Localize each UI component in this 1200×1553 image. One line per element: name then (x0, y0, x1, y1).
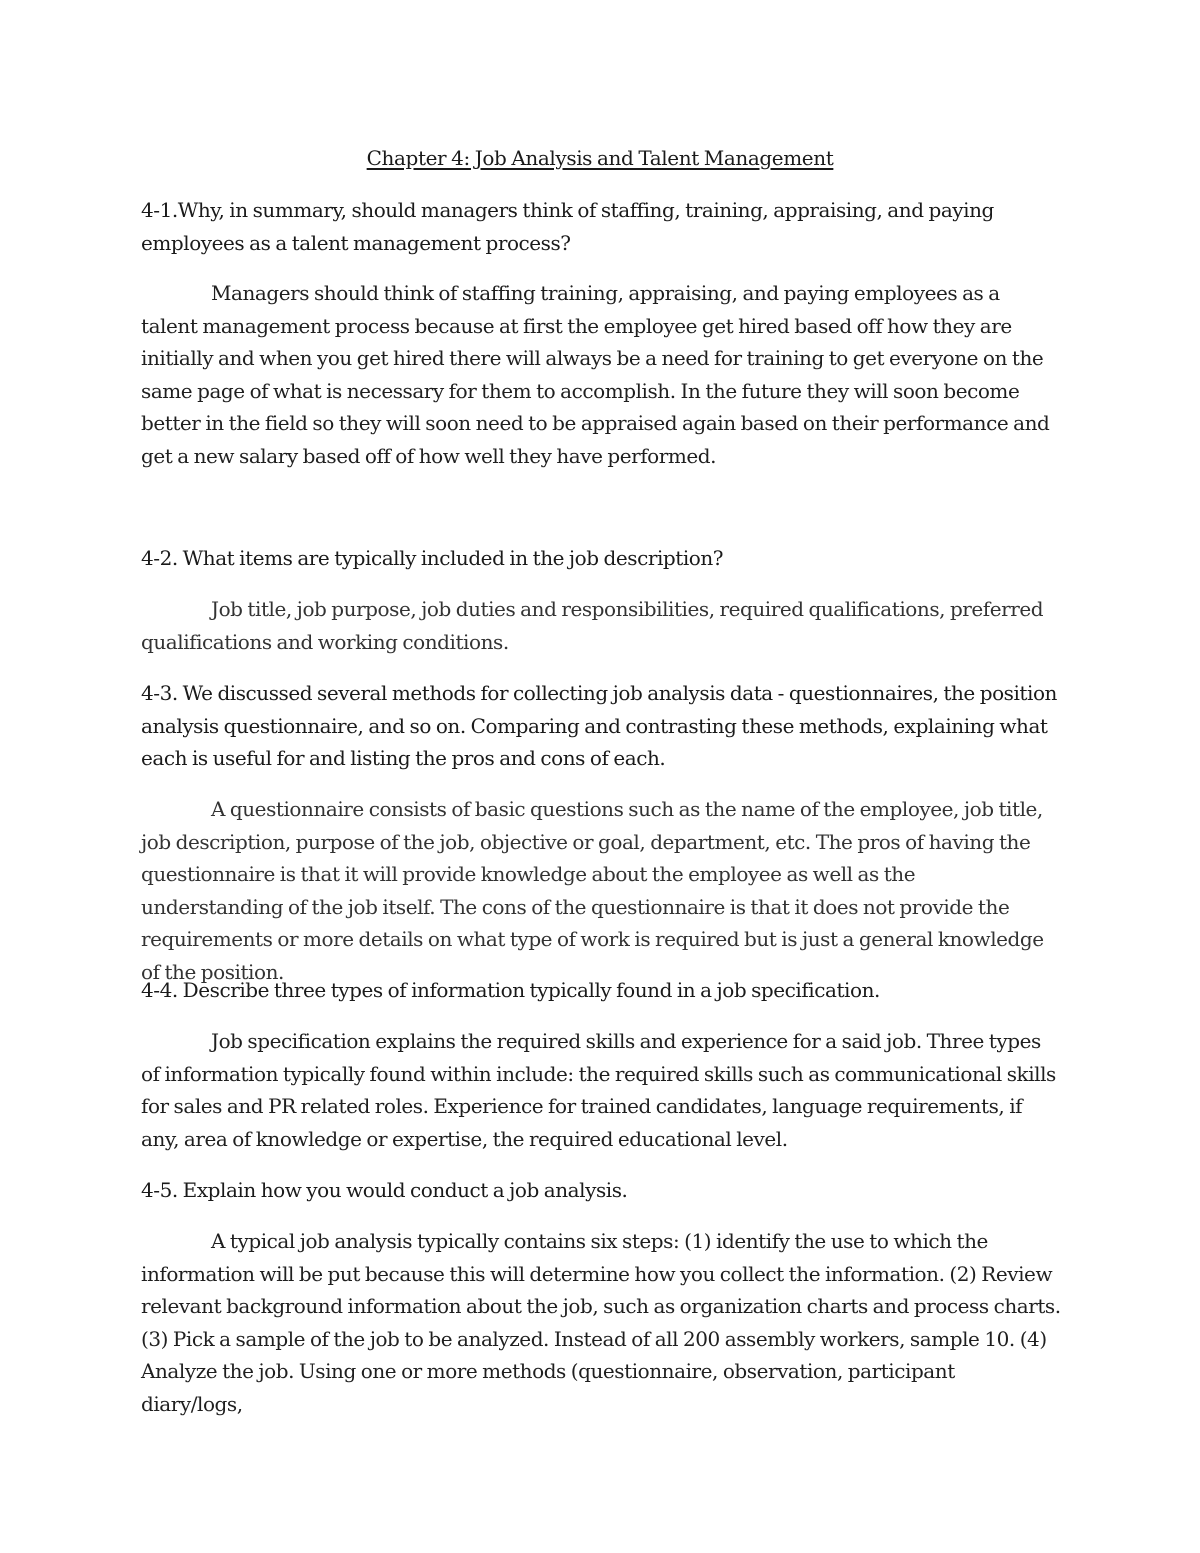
answer-4-2: Job title, job purpose, job duties and responsibilities, required qualifications, preferred qualifications and working conditions. (141, 597, 1044, 654)
question-4-3: 4-3. We discussed several methods for collecting job analysis data - questionnaires, the position analysis questionnaire, and so on. Comparing and contrasting these methods, explaining what each is useful for and listing the pros and cons of each. (141, 681, 1057, 770)
answer-4-5: A typical job analysis typically contains six steps: (1) identify the use to which the information will be put because this will determine how you collect the information. (2) Review relevant background information about the job, such as organization charts and process charts. (3) Pick a sample of the job to be analyzed. Instead of all 200 assembly workers, sample 10. (4) Analyze the job. Using one or more methods (questionnaire, observation, participant diary/logs, (141, 1229, 1061, 1416)
question-4-4: 4-4. Describe three types of information typically found in a job specification. (141, 978, 880, 1002)
answer-4-3: A questionnaire consists of basic questions such as the name of the employee, job title, job description, purpose of the job, objective or goal, department, etc. The pros of having the questionnaire is that it will provide knowledge about the employee as well as the understanding of the job itself. The cons of the questionnaire is that it does not provide the requirements or more details on what type of work is required but is just a general knowledge of the position. (141, 797, 1044, 984)
question-4-1: 4-1.Why, in summary, should managers think of staffing, training, appraising, and paying employees as a talent management process? (141, 198, 994, 255)
answer-4-4: Job specification explains the required skills and experience for a said job. Three types of information typically found within include: the required skills such as communicational skills for sales and PR related roles. Experience for trained candidates, language requirements, if any, area of knowledge or expertise, the required educational level. (141, 1029, 1056, 1151)
answer-4-1: Managers should think of staffing training, appraising, and paying employees as a talent management process because at first the employee get hired based off how they are initially and when you get hired there will always be a need for training to get everyone on the same page of what is necessary for them to accomplish. In the future they will soon become better in the field so they will soon need to be appraised again based on their performance and get a new salary based off of how well they have performed. (141, 281, 1050, 468)
question-4-2: 4-2. What items are typically included in the job description? (141, 546, 724, 570)
question-4-5: 4-5. Explain how you would conduct a job analysis. (141, 1178, 628, 1202)
page-title: Chapter 4: Job Analysis and Talent Management (366, 146, 834, 170)
